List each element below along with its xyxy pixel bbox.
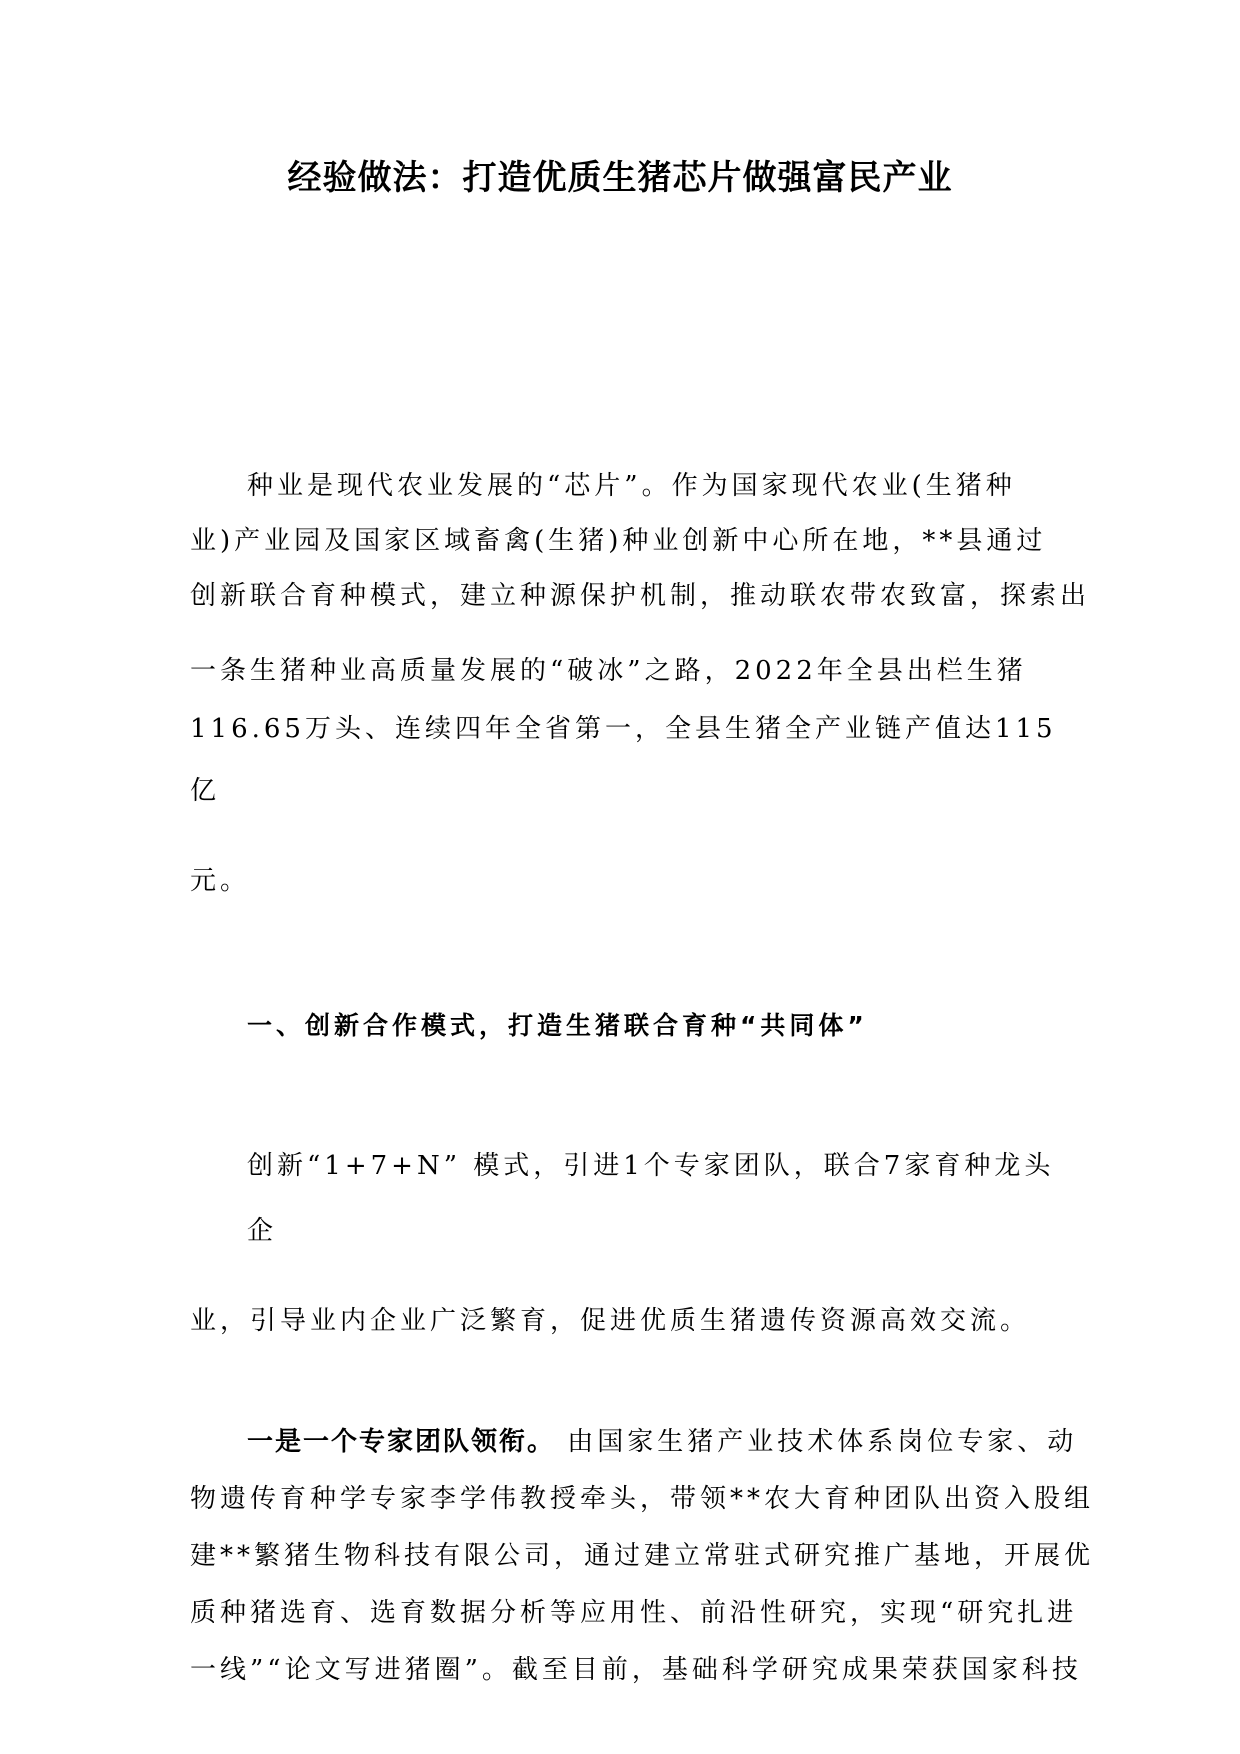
section-line: 创新“1+7+N” 模式，引进1个专家团队，联合7家育种龙头 <box>247 1151 1055 1181</box>
point-lead: 一是一个专家团队领衔。 <box>247 1427 556 1457</box>
section-heading: 一、创新合作模式，打造生猪联合育种“共同体” <box>247 1011 868 1040</box>
intro-line: 元。 <box>190 866 251 896</box>
intro-line: 116.65万头、连续四年全省第一，全县生猪全产业链产值达115 <box>190 714 1057 744</box>
section-line: 企 <box>247 1216 278 1246</box>
point-line: 建**繁猪生物科技有限公司，通过建立常驻式研究推广基地，开展优 <box>190 1541 1095 1571</box>
point-line <box>247 1426 1077 1458</box>
document-title: 经验做法：打造优质生猪芯片做强富民产业 <box>287 158 953 198</box>
intro-line: 种业是现代农业发展的“芯片”。作为国家现代农业(生猪种 <box>247 471 1016 501</box>
point-line: 物遗传育种学专家李学伟教授牵头，带领**农大育种团队出资入股组 <box>190 1484 1095 1514</box>
intro-line: 亿 <box>190 776 221 806</box>
section-line: 业，引导业内企业广泛繁育，促进优质生猪遗传资源高效交流。 <box>190 1306 1031 1336</box>
intro-line: 业)产业园及国家区域畜禽(生猪)种业创新中心所在地，**县通过 <box>190 526 1047 556</box>
point-line: 质种猪选育、选育数据分析等应用性、前沿性研究，实现“研究扎进 <box>190 1598 1078 1628</box>
point-text: 由国家生猪产业技术体系岗位专家、动 <box>567 1427 1078 1457</box>
intro-line: 一条生猪种业高质量发展的“破冰”之路，2022年全县出栏生猪 <box>190 656 1027 686</box>
point-line: 一线”“论文写进猪圈”。截至目前，基础科学研究成果荣获国家科技 <box>190 1655 1082 1685</box>
intro-line: 创新联合育种模式，建立种源保护机制，推动联农带农致富，探索出 <box>190 581 1091 611</box>
